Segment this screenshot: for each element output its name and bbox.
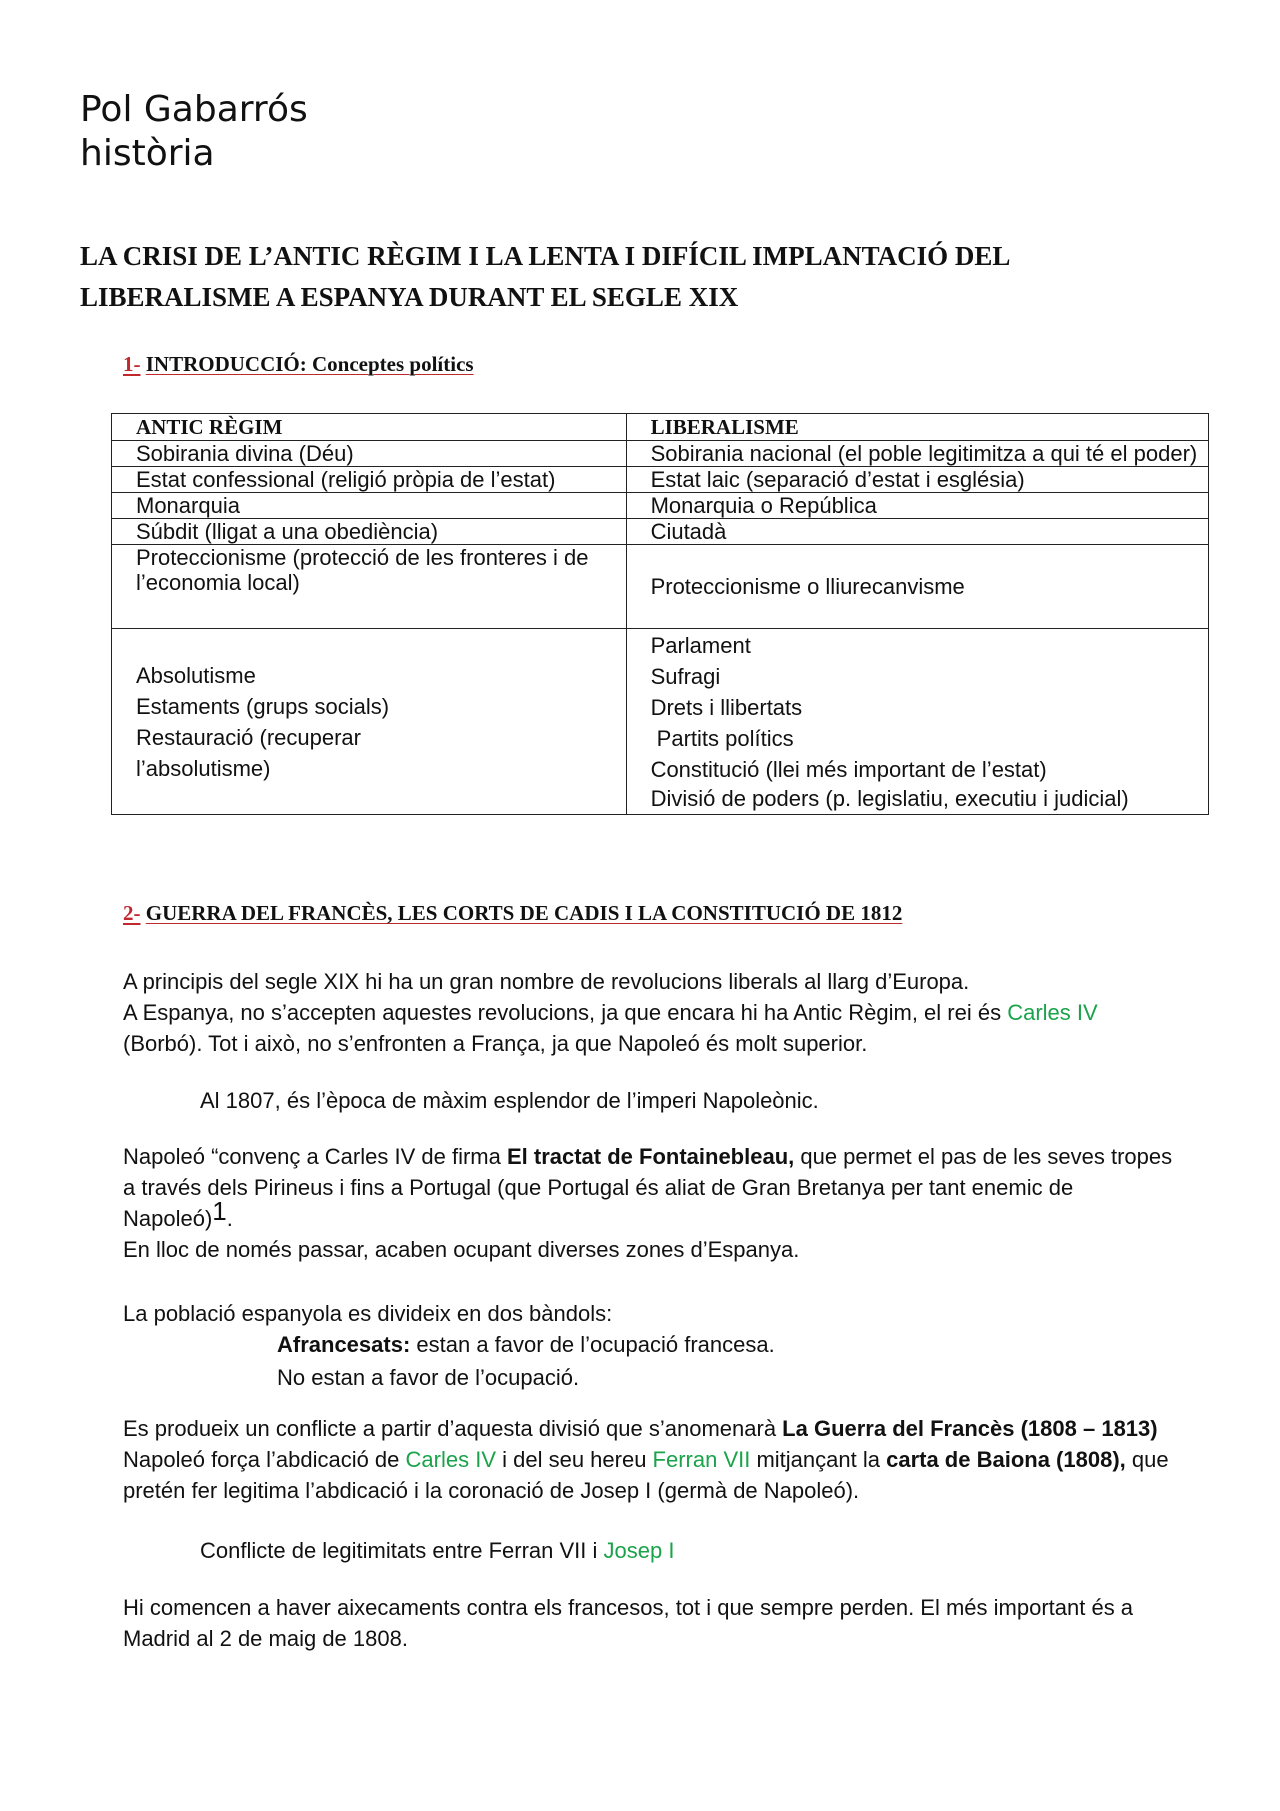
text-run: mitjançant la — [750, 1447, 887, 1472]
author-name: Pol Gabarrós — [80, 89, 308, 130]
table-header-liberalisme: LIBERALISME — [626, 414, 1208, 441]
text-run: Napoleó força l’abdicació de — [123, 1447, 406, 1472]
section-1-number: 1- — [123, 352, 141, 376]
section-2-number: 2- — [123, 901, 141, 925]
text-run: Napoleó “convenç a Carles IV de firma — [123, 1144, 507, 1169]
highlight-carles-iv: Carles IV — [405, 1447, 496, 1472]
cell-line: Estaments (grups socials) — [136, 693, 390, 719]
table-cell: Estat confessional (religió pròpia de l’estat) — [112, 467, 627, 493]
paragraph-5 — [123, 1413, 1183, 1506]
text-run: i del seu hereu — [496, 1447, 653, 1472]
title-line-1: LA CRISI DE L’ANTIC RÈGIM I LA LENTA I DIFÍCIL IMPLANTACIÓ DEL — [80, 241, 1011, 271]
paragraph-line — [123, 1141, 1183, 1234]
paragraph-line: Al 1807, és l’època de màxim esplendor de l’imperi Napoleònic. — [200, 1088, 819, 1113]
cell-text: Proteccionisme (protecció de les fronteres i de — [136, 545, 589, 570]
author-header — [80, 88, 308, 176]
section-1-heading — [123, 352, 474, 377]
paragraph-line: En lloc de només passar, acaben ocupant diverses zones d’Espanya. — [123, 1237, 800, 1262]
cell-line: Divisió de poders (p. legislatiu, executiu i judicial) — [650, 786, 1129, 811]
highlight-carles-iv: Carles IV — [1007, 1000, 1098, 1025]
footnote-ref: 1 — [212, 1196, 227, 1226]
table-cell: Sobirania nacional (el poble legitimitza a qui té el poder) — [626, 441, 1208, 467]
bold-afrancesats: Afrancesats: — [277, 1332, 411, 1357]
paragraph-line: A principis del segle XIX hi ha un gran nombre de revolucions liberals al llarg d’Europa. — [123, 969, 970, 994]
paragraph-3 — [123, 1141, 1183, 1265]
list-item — [123, 1362, 1183, 1395]
document-title — [80, 236, 1200, 318]
paragraph-7 — [123, 1592, 1183, 1654]
concepts-table — [111, 413, 1209, 815]
cell-line: Restauració (recuperar — [136, 724, 361, 750]
text-run: . — [226, 1206, 233, 1231]
text-run: (Borbó). Tot i això, no s’enfronten a França, ja que Napoleó és molt superior. — [123, 1031, 868, 1056]
cell-line: Sufragi — [650, 664, 721, 689]
text-run: que permet el pas de les seves tropes a través dels Pirineus i fins a Portugal (que Portugal és aliat de Gran Bretanya per tant enemic de Napoleó) — [123, 1144, 1173, 1231]
section-2-heading — [123, 901, 902, 926]
highlight-josep-i: Josep I — [603, 1538, 675, 1563]
cell-line: Parlament — [650, 633, 751, 658]
bold-fontainebleau: El tractat de Fontainebleau, — [506, 1144, 795, 1169]
paragraph-line — [123, 997, 1183, 1059]
text-run: que pretén fer legitima l’abdicació i la coronació de Josep I (germà de Napoleó). — [123, 1447, 1169, 1503]
paragraph-1 — [123, 966, 1183, 1059]
table-cell — [112, 545, 627, 629]
table-header-antic-regim: ANTIC RÈGIM — [112, 414, 627, 441]
table-cell: Estat laic (separació d’estat i església) — [626, 467, 1208, 493]
section-1-title: INTRODUCCIÓ: Conceptes polítics — [145, 352, 474, 376]
paragraph-2 — [123, 1085, 1260, 1116]
title-line-2: LIBERALISME A ESPANYA DURANT EL SEGLE XIX — [80, 282, 739, 312]
table-cell: Sobirania divina (Déu) — [112, 441, 627, 467]
paragraph-4 — [123, 1298, 1183, 1395]
subject-name: història — [80, 133, 215, 174]
paragraph-line: Hi comencen a haver aixecaments contra els francesos, tot i que sempre perden. El més important és a Madrid al 2 de maig de 1808. — [123, 1595, 1134, 1651]
text-run: Es produeix un conflicte a partir d’aquesta divisió que s’anomenarà — [123, 1416, 783, 1441]
cell-line: Drets i llibertats — [650, 695, 803, 720]
paragraph-line: La població espanyola es divideix en dos bàndols: — [123, 1301, 613, 1326]
section-2-title: GUERRA DEL FRANCÈS, LES CORTS DE CADIS I LA CONSTITUCIÓ DE 1812 — [145, 901, 903, 925]
text-run: estan a favor de l’ocupació francesa. — [410, 1332, 775, 1357]
table-cell: Proteccionisme o lliurecanvisme — [626, 545, 1208, 629]
text-run: Conflicte de legitimitats entre Ferran VII i — [200, 1538, 604, 1563]
table-row — [112, 519, 1209, 545]
table-row — [112, 493, 1209, 519]
bold-carta-baiona: carta de Baiona (1808), — [886, 1447, 1126, 1472]
cell-text: l’economia local) — [136, 570, 300, 595]
highlight-ferran-vii: Ferran VII — [652, 1447, 751, 1472]
table-header-row — [112, 414, 1209, 441]
table-row — [112, 545, 1209, 629]
table-cell: Súbdit (lligat a una obediència) — [112, 519, 627, 545]
list-item — [123, 1329, 1183, 1362]
table-row — [112, 629, 1209, 815]
table-cell — [626, 629, 1208, 815]
text-run: A Espanya, no s’accepten aquestes revolucions, ja que encara hi ha Antic Règim, el rei és — [123, 1000, 1008, 1025]
table-cell: Monarquia — [112, 493, 627, 519]
table-cell — [112, 629, 627, 815]
bold-guerra-frances: La Guerra del Francès (1808 – 1813) — [782, 1416, 1158, 1441]
table-row — [112, 467, 1209, 493]
table-row — [112, 441, 1209, 467]
cell-line: Constitució (llei més important de l’estat) — [650, 757, 1047, 782]
cell-line: Absolutisme — [136, 662, 256, 688]
paragraph-6 — [123, 1535, 1260, 1566]
table-cell: Monarquia o República — [626, 493, 1208, 519]
cell-line: l’absolutisme) — [136, 755, 271, 781]
cell-line: Partits polítics — [650, 726, 794, 751]
text-run: No estan a favor de l’ocupació. — [277, 1365, 580, 1390]
table-cell: Ciutadà — [626, 519, 1208, 545]
